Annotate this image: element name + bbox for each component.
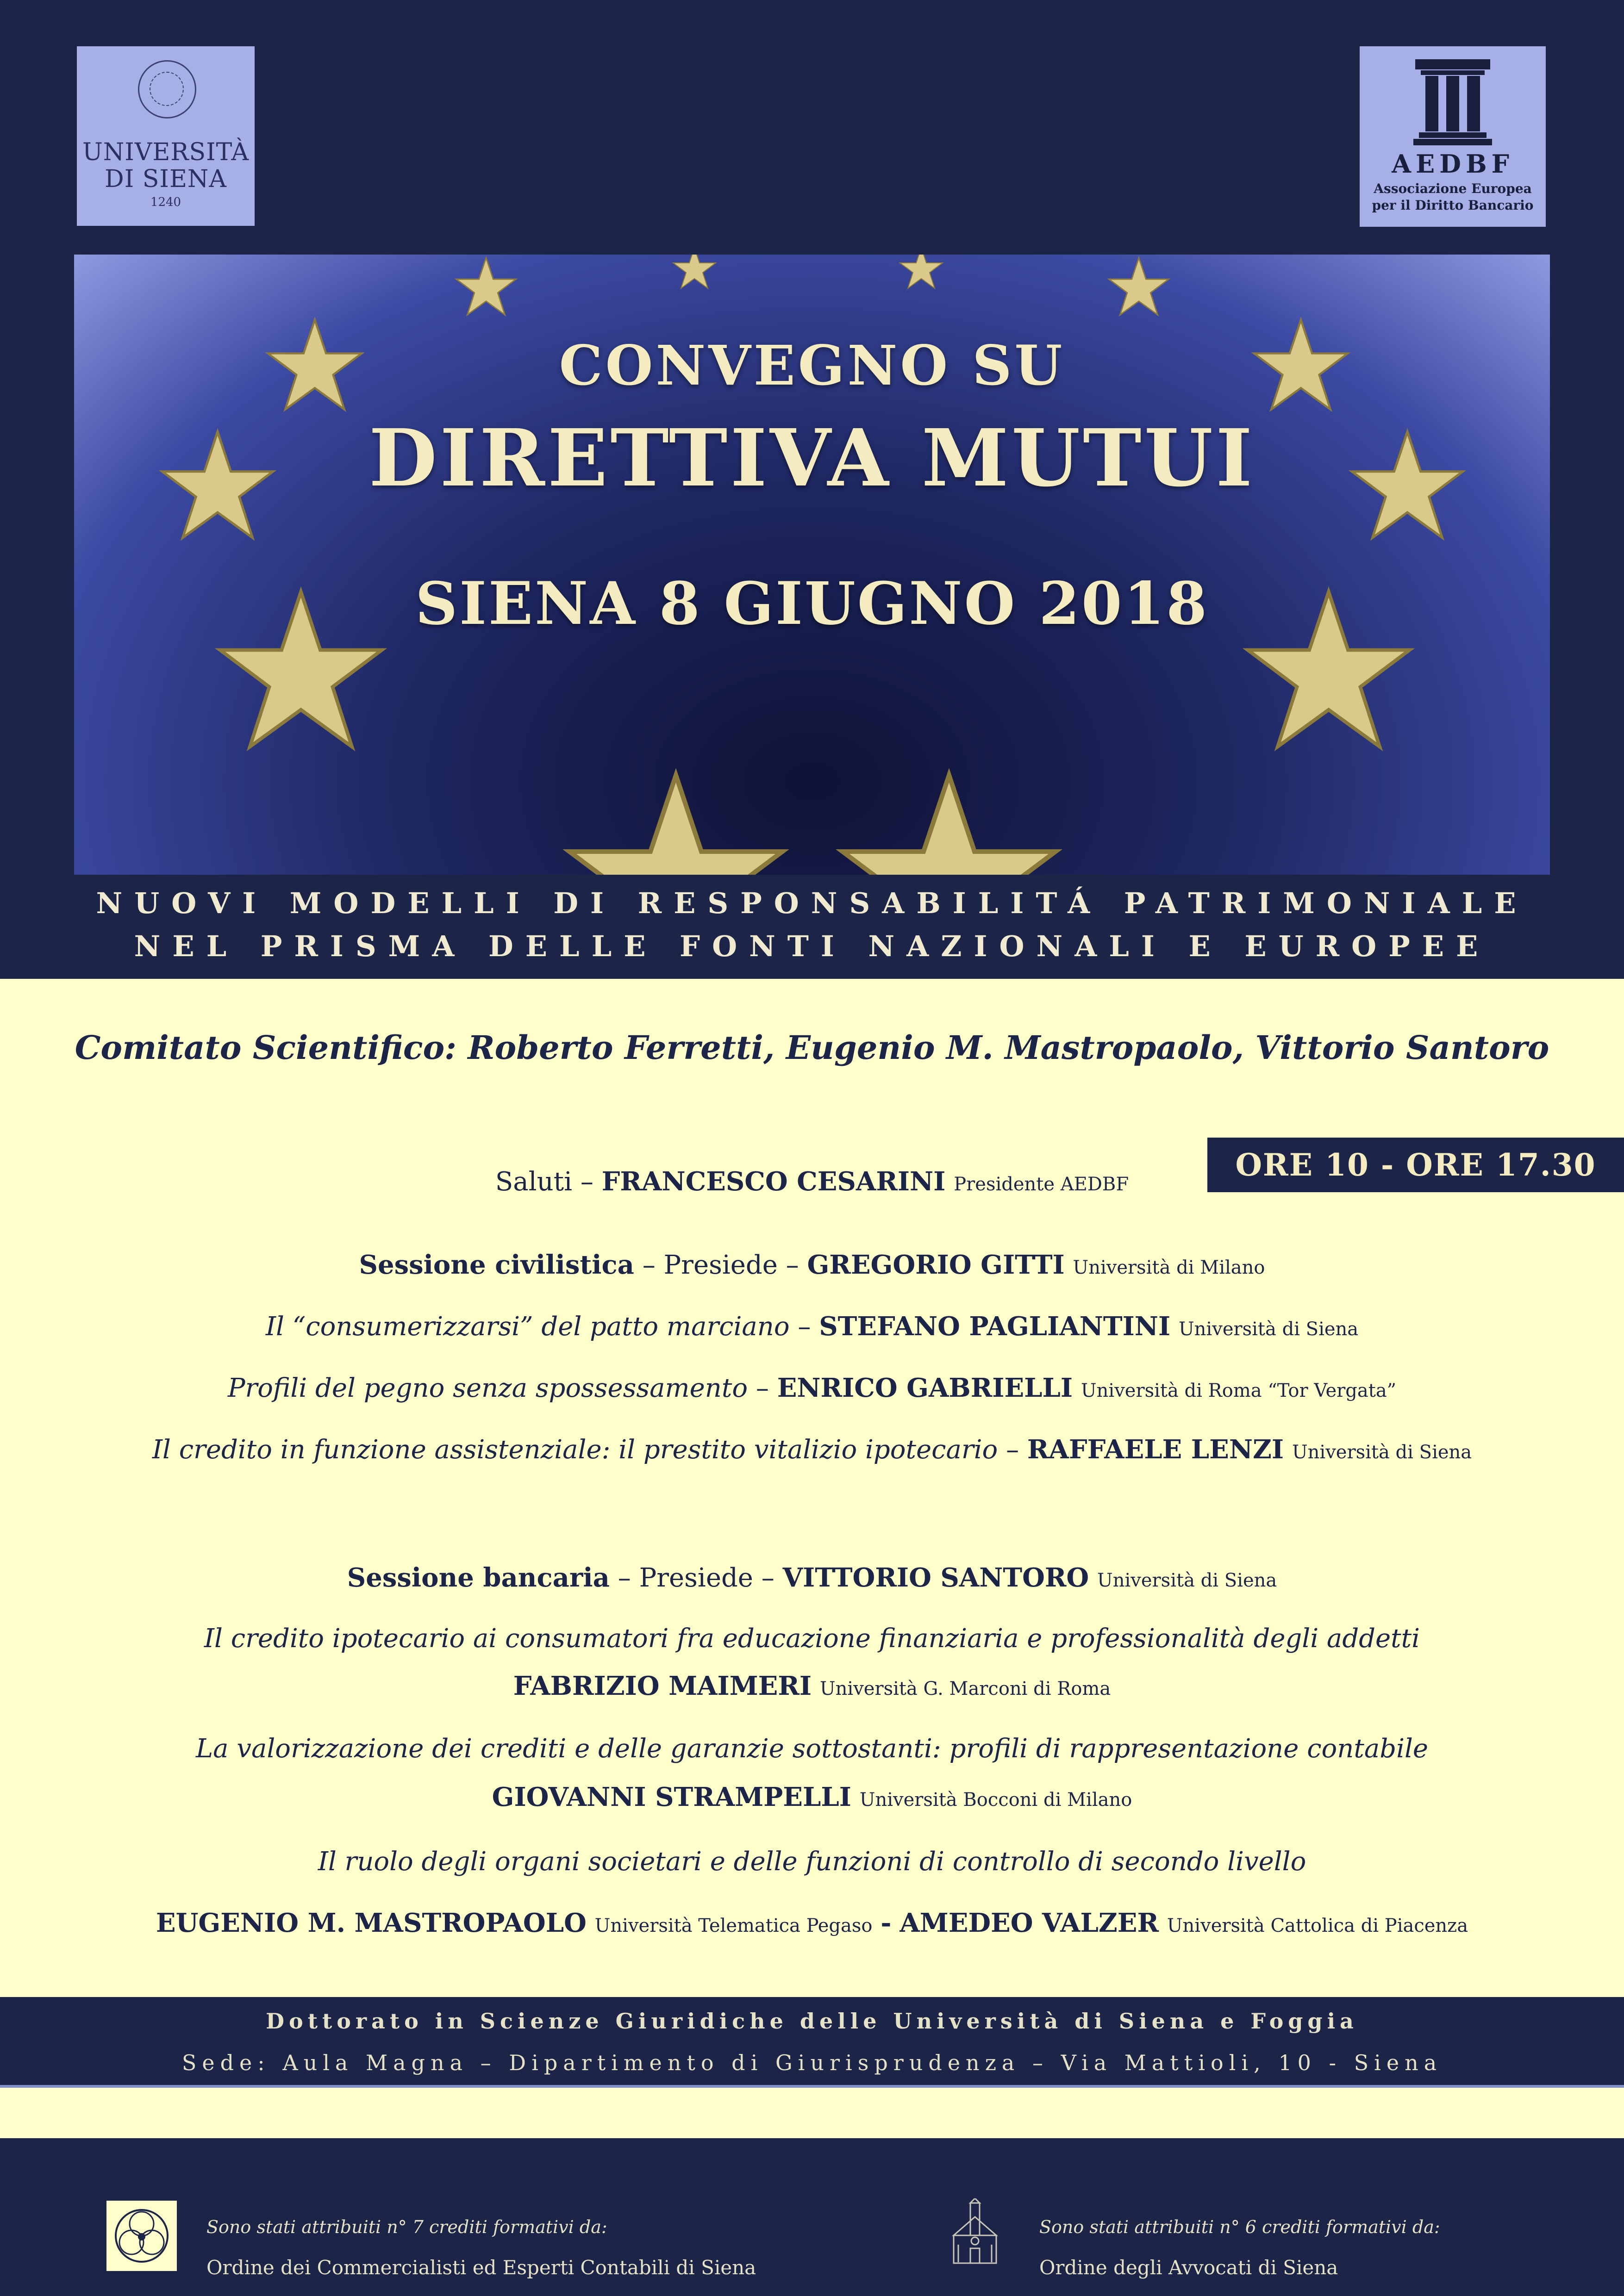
speaker-affiliation: Università Telematica Pegaso xyxy=(594,1915,873,1936)
credits-org: Ordine dei Commercialisti ed Esperti Contabili di Siena xyxy=(206,2256,756,2279)
unisi-logo xyxy=(77,46,255,226)
aedbf-logo xyxy=(1360,46,1546,227)
session-title: Sessione civilistica xyxy=(359,1250,634,1280)
speaker-name: ENRICO GABRIELLI xyxy=(777,1373,1073,1403)
session-bancaria xyxy=(0,1562,1624,1593)
talk-title: Il credito in funzione assistenziale: il prestito vitalizio ipotecario xyxy=(152,1435,998,1465)
aedbf-fullname xyxy=(1360,180,1546,214)
presiede-label: – Presiede – xyxy=(642,1250,799,1280)
saluti-line xyxy=(0,1166,1624,1197)
subtitle-line2: NEL PRISMA DELLE FONTI NAZIONALI E EUROPEE xyxy=(134,929,1490,963)
talk-separator: - xyxy=(881,1908,892,1938)
speaker-name: STEFANO PAGLIANTINI xyxy=(819,1311,1171,1342)
star-icon xyxy=(537,764,815,875)
speaker-affiliation: Università di Roma “Tor Vergata” xyxy=(1081,1380,1397,1401)
chair-name: VITTORIO SANTORO xyxy=(782,1562,1089,1593)
hero-line-convegno: CONVEGNO SU xyxy=(559,333,1065,398)
siena-cathedral-icon xyxy=(940,2198,1010,2269)
credits-note: Sono stati attribuiti n° 7 crediti formativi da: xyxy=(206,2217,607,2237)
speaker-name: FABRIZIO MAIMERI xyxy=(513,1671,812,1701)
hero-banner xyxy=(74,255,1550,875)
speaker-affiliation: Presidente AEDBF xyxy=(954,1174,1129,1195)
speaker-name: GIOVANNI STRAMPELLI xyxy=(492,1782,851,1812)
hero-date: SIENA 8 GIUGNO 2018 xyxy=(415,569,1209,638)
hero-title: DIRETTIVA MUTUI xyxy=(369,412,1255,504)
star-icon xyxy=(810,764,1088,875)
talk-speaker-row xyxy=(0,1908,1624,1938)
talk-separator: – xyxy=(798,1312,811,1342)
unisi-name xyxy=(77,139,255,193)
unisi-name-line1: UNIVERSITÀ xyxy=(82,138,250,166)
talk-row xyxy=(0,1373,1624,1403)
star-icon xyxy=(643,255,745,292)
star-icon xyxy=(1088,255,1190,319)
session-civilistica xyxy=(0,1250,1624,1280)
star-icon xyxy=(870,255,972,292)
talk-separator: – xyxy=(1006,1435,1019,1465)
speaker-name: FRANCESCO CESARINI xyxy=(601,1166,946,1197)
speaker-affiliation: Università di Siena xyxy=(1178,1319,1359,1340)
credits-note: Sono stati attribuiti n° 6 crediti formativi da: xyxy=(1039,2217,1440,2237)
dottorato-line: Dottorato in Scienze Giuridiche delle Università di Siena e Foggia xyxy=(266,2009,1358,2034)
comitato-scientifico: Comitato Scientifico: Roberto Ferretti, Eugenio M. Mastropaolo, Vittorio Santoro xyxy=(75,1028,1549,1067)
talk-row xyxy=(0,1311,1624,1342)
talk-speaker-row xyxy=(0,1671,1624,1701)
chair-affiliation: Università di Siena xyxy=(1097,1570,1277,1591)
chair-name: GREGORIO GITTI xyxy=(807,1250,1065,1280)
speaker-name: RAFFAELE LENZI xyxy=(1027,1434,1284,1465)
talk-separator: – xyxy=(756,1373,769,1403)
chair-affiliation: Università di Milano xyxy=(1073,1257,1265,1278)
talk-title: Profili del pegno senza spossessamento xyxy=(227,1373,748,1403)
aedbf-acronym: AEDBF xyxy=(1392,149,1514,179)
unisi-year: 1240 xyxy=(150,195,181,209)
talk-title: Il credito ipotecario ai consumatori fra educazione finanziaria e professionalità degli addetti xyxy=(204,1624,1420,1654)
speaker-affiliation: Università di Siena xyxy=(1292,1442,1472,1463)
commercialisti-emblem-icon xyxy=(106,2201,177,2271)
star-icon xyxy=(435,255,537,319)
subtitle-line1: NUOVI MODELLI DI RESPONSABILITÁ PATRIMONIALE xyxy=(96,886,1528,920)
unisi-name-line2: DI SIENA xyxy=(105,165,227,193)
aedbf-line1: Associazione Europea xyxy=(1374,181,1532,196)
talk-title: La valorizzazione dei crediti e delle garanzie sottostanti: profili di rappresentazione contabile xyxy=(195,1734,1429,1764)
temple-columns-icon xyxy=(1411,55,1495,147)
talk-title: Il ruolo degli organi societari e delle funzioni di controllo di secondo livello xyxy=(318,1847,1306,1877)
speaker-affiliation: Università Bocconi di Milano xyxy=(859,1789,1132,1811)
saluti-label: Saluti – xyxy=(495,1167,593,1197)
time-badge: ORE 10 - ORE 17.30 xyxy=(1207,1138,1624,1192)
talk-speaker-row xyxy=(0,1782,1624,1812)
talk-title: Il “consumerizzarsi” del patto marciano xyxy=(265,1312,790,1342)
credits-org: Ordine degli Avvocati di Siena xyxy=(1039,2256,1338,2279)
talk-row xyxy=(0,1434,1624,1465)
presiede-label: – Presiede – xyxy=(618,1563,775,1593)
speaker-affiliation: Università G. Marconi di Roma xyxy=(819,1678,1111,1699)
session-title: Sessione bancaria xyxy=(347,1562,610,1593)
speaker-affiliation: Università Cattolica di Piacenza xyxy=(1167,1915,1468,1936)
venue-line: Sede: Aula Magna – Dipartimento di Giurisprudenza – Via Mattioli, 10 - Siena xyxy=(181,2050,1443,2075)
speaker-name: EUGENIO M. MASTROPAOLO xyxy=(156,1908,587,1938)
university-seal-icon xyxy=(138,60,196,118)
aedbf-line2: per il Diritto Bancario xyxy=(1372,198,1534,213)
speaker-name: AMEDEO VALZER xyxy=(899,1908,1159,1938)
